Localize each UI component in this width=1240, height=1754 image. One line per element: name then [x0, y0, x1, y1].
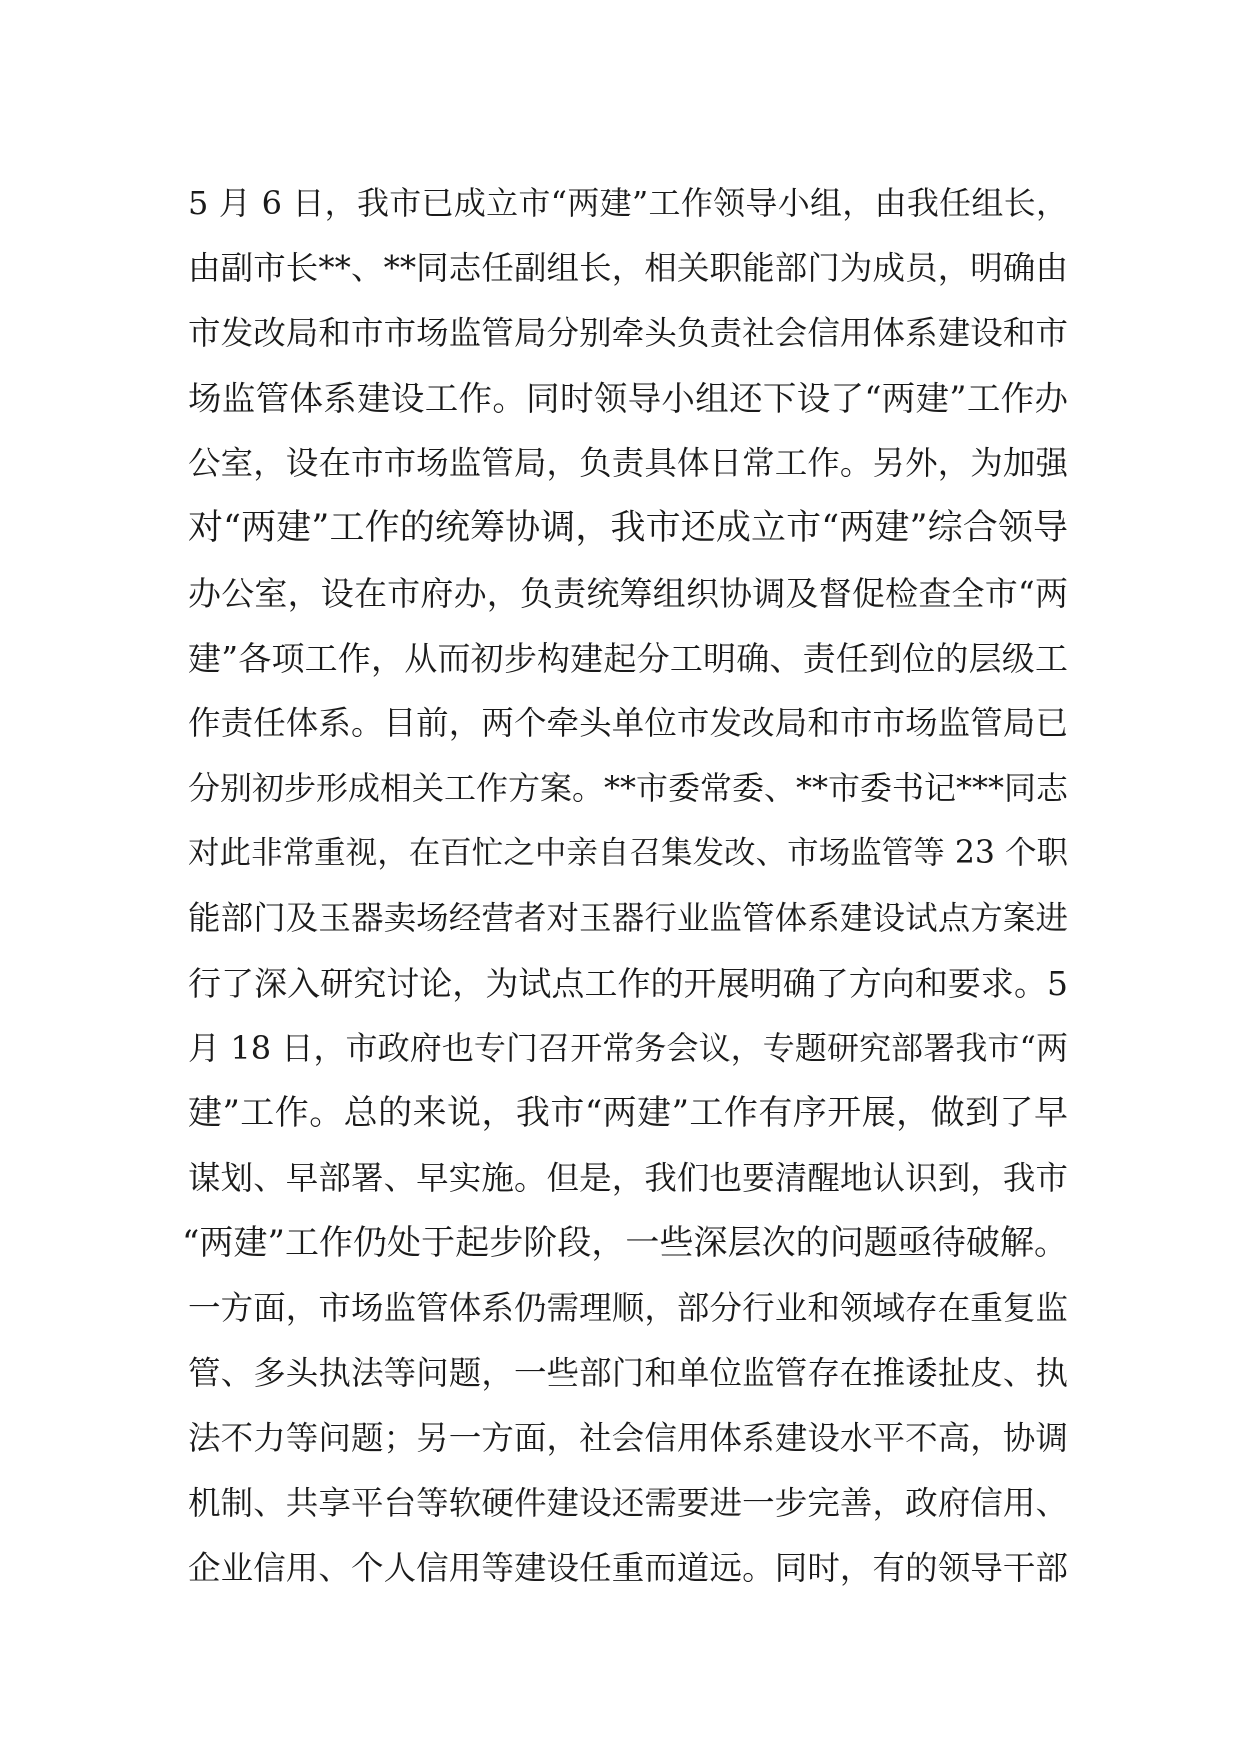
- text-line: 企业信用、个人信用等建设任重而道远。同时，有的领导干部: [188, 1549, 1068, 1587]
- text-line: 机制、共享平台等软硬件建设还需要进一步完善，政府信用、: [188, 1484, 1068, 1522]
- text-line: 行了深入研究讨论，为试点工作的开展明确了方向和要求。5: [188, 964, 1068, 1003]
- text-line: 分别初步形成相关工作方案。**市委常委、**市委书记***同志: [188, 769, 1069, 807]
- text-line: 由副市长**、**同志任副组长，相关职能部门为成员，明确由: [188, 249, 1068, 287]
- text-line: 对“两建”工作的统筹协调，我市还成立市“两建”综合领导: [188, 508, 1068, 548]
- text-line: 建”工作。总的来说，我市“两建”工作有序开展，做到了早: [188, 1093, 1068, 1133]
- text-line: “两建”工作仍处于起步阶段，一些深层次的问题亟待破解。: [182, 1223, 1068, 1263]
- text-line: 5 月 6 日，我市已成立市“两建”工作领导小组，由我任组长，: [188, 184, 1068, 222]
- text-line: 谋划、早部署、早实施。但是，我们也要清醒地认识到，我市: [188, 1159, 1068, 1197]
- text-line: 对此非常重视，在百忙之中亲自召集发改、市场监管等 23 个职: [188, 835, 1068, 871]
- text-line: 管、多头执法等问题，一些部门和单位监管存在推诿扯皮、执: [188, 1354, 1068, 1392]
- text-line: 能部门及玉器卖场经营者对玉器行业监管体系建设试点方案进: [188, 899, 1068, 937]
- body-paragraph: [182, 171, 1069, 1601]
- text-line: 办公室，设在市府办，负责统筹组织协调及督促检查全市“两: [188, 574, 1068, 613]
- text-line: 作责任体系。目前，两个牵头单位市发改局和市市场监管局已: [188, 704, 1068, 742]
- text-line: 法不力等问题；另一方面，社会信用体系建设水平不高，协调: [188, 1419, 1068, 1457]
- text-line: 场监管体系建设工作。同时领导小组还下设了“两建”工作办: [188, 379, 1068, 418]
- text-line: 一方面，市场监管体系仍需理顺，部分行业和领域存在重复监: [188, 1289, 1068, 1327]
- text-line: 月 18 日，市政府也专门召开常务会议，专题研究部署我市“两: [188, 1029, 1068, 1067]
- text-line: 公室，设在市市场监管局，负责具体日常工作。另外，为加强: [188, 444, 1068, 482]
- text-line: 建”各项工作，从而初步构建起分工明确、责任到位的层级工: [188, 639, 1068, 678]
- text-line: 市发改局和市市场监管局分别牵头负责社会信用体系建设和市: [188, 314, 1068, 352]
